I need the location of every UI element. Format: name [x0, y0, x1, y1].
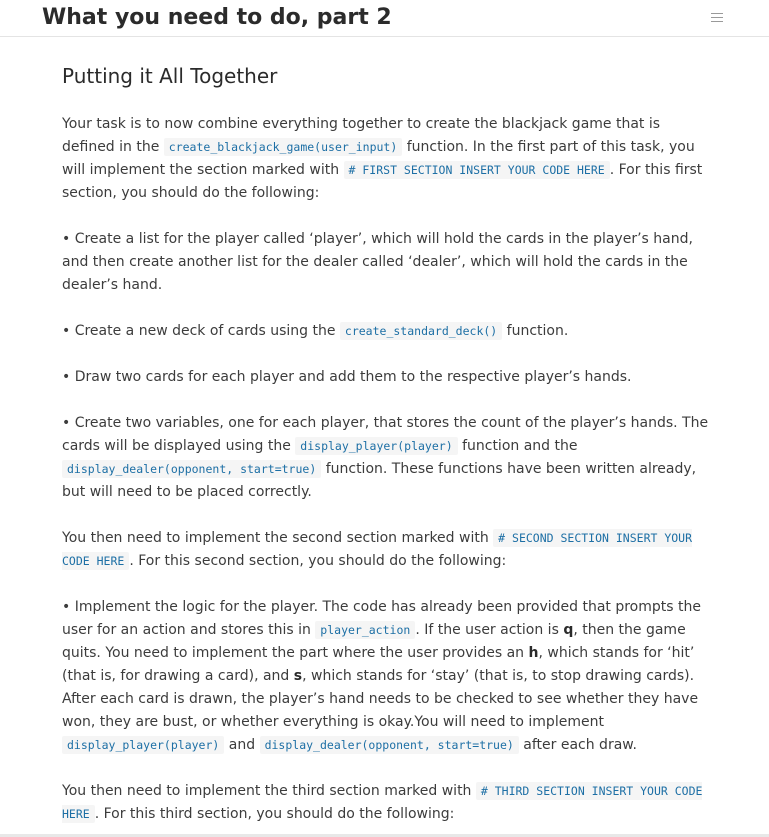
key-s: s	[293, 668, 303, 684]
bullet-create-deck	[62, 320, 712, 343]
hamburger-menu-icon[interactable]	[709, 10, 725, 24]
main-content	[62, 58, 712, 826]
third-section-marker-code: # THIRD SECTION INSERT YOUR CODE HERE	[62, 784, 703, 821]
bullet-text: , which stands for ‘stay’ (that is, to stop drawing cards). After each card is drawn, the player’s hand needs to be checked to see whether they have won, they are bust, or whether everything is okay.You will need to implement	[62, 668, 699, 730]
paragraph-text: You then need to implement the second section marked with	[62, 530, 494, 546]
first-section-marker-code: # FIRST SECTION INSERT YOUR CODE HERE	[344, 161, 610, 179]
intro-text-1: Your task is to now combine everything together to create the blackjack game that is defined in the	[62, 116, 661, 155]
bullet-text: • Implement the logic for the player. The code has already been provided that prompts the user for an action and stores this in	[62, 599, 701, 638]
intro-paragraph	[62, 113, 712, 205]
paragraph-text: . For this second section, you should do the following:	[129, 553, 507, 569]
create-deck-code: create_standard_deck()	[340, 322, 502, 340]
second-section-marker-code: # SECOND SECTION INSERT YOUR CODE HERE	[62, 531, 693, 568]
bullet-create-lists	[62, 228, 712, 297]
function-name-code: create_blackjack_game(user_input)	[164, 138, 402, 156]
display-dealer-code: display_dealer(opponent, start=true)	[260, 736, 519, 754]
bullet-text: after each draw.	[518, 737, 637, 753]
key-h: h	[528, 645, 539, 661]
bullet-text: • Draw two cards for each player and add them to the respective player’s hands.	[62, 369, 632, 385]
header-bar	[0, 0, 769, 37]
player-action-code: player_action	[315, 621, 415, 639]
menu-line	[711, 13, 723, 15]
key-q: q	[563, 622, 574, 638]
paragraph-text: You then need to implement the third section marked with	[62, 783, 476, 799]
bullet-text: , which stands for ‘hit’ (that is, for drawing a card), and	[62, 645, 695, 684]
third-section-paragraph	[62, 780, 712, 826]
display-player-code: display_player(player)	[62, 736, 224, 754]
bullet-draw-cards	[62, 366, 712, 389]
bullet-text: function and the	[457, 438, 578, 454]
menu-line	[711, 21, 723, 23]
paragraph-text: . For this third section, you should do the following:	[94, 806, 455, 822]
bullet-text: function.	[502, 323, 569, 339]
bullet-text: . If the user action is	[415, 622, 564, 638]
display-player-code: display_player(player)	[295, 437, 457, 455]
bullet-text: and	[224, 737, 260, 753]
bullet-player-logic	[62, 596, 712, 757]
section-heading: Putting it All Together	[62, 64, 278, 88]
intro-text-3: . For this first section, you should do the following:	[62, 162, 703, 201]
display-dealer-code: display_dealer(opponent, start=true)	[62, 460, 321, 478]
menu-line	[711, 17, 723, 19]
bullet-count-variables	[62, 412, 712, 504]
bullet-text: • Create a list for the player called ‘player’, which will hold the cards in the player’s hand, and then create another list for the dealer called ‘dealer’, which will hold the cards in the dealer’s hand.	[62, 231, 693, 293]
bullet-text: , then the game quits. You need to implement the part where the user provides an	[62, 622, 686, 661]
bullet-text: • Create two variables, one for each player, that stores the count of the player’s hands. The cards will be displayed using the	[62, 415, 709, 454]
bullet-text: function. These functions have been written already, but will need to be placed correctly.	[62, 461, 697, 500]
page-title: What you need to do, part 2	[42, 5, 392, 30]
bullet-text: • Create a new deck of cards using the	[62, 323, 340, 339]
intro-text-2: function. In the first part of this task, you will implement the section marked with	[62, 139, 695, 178]
second-section-paragraph	[62, 527, 712, 573]
